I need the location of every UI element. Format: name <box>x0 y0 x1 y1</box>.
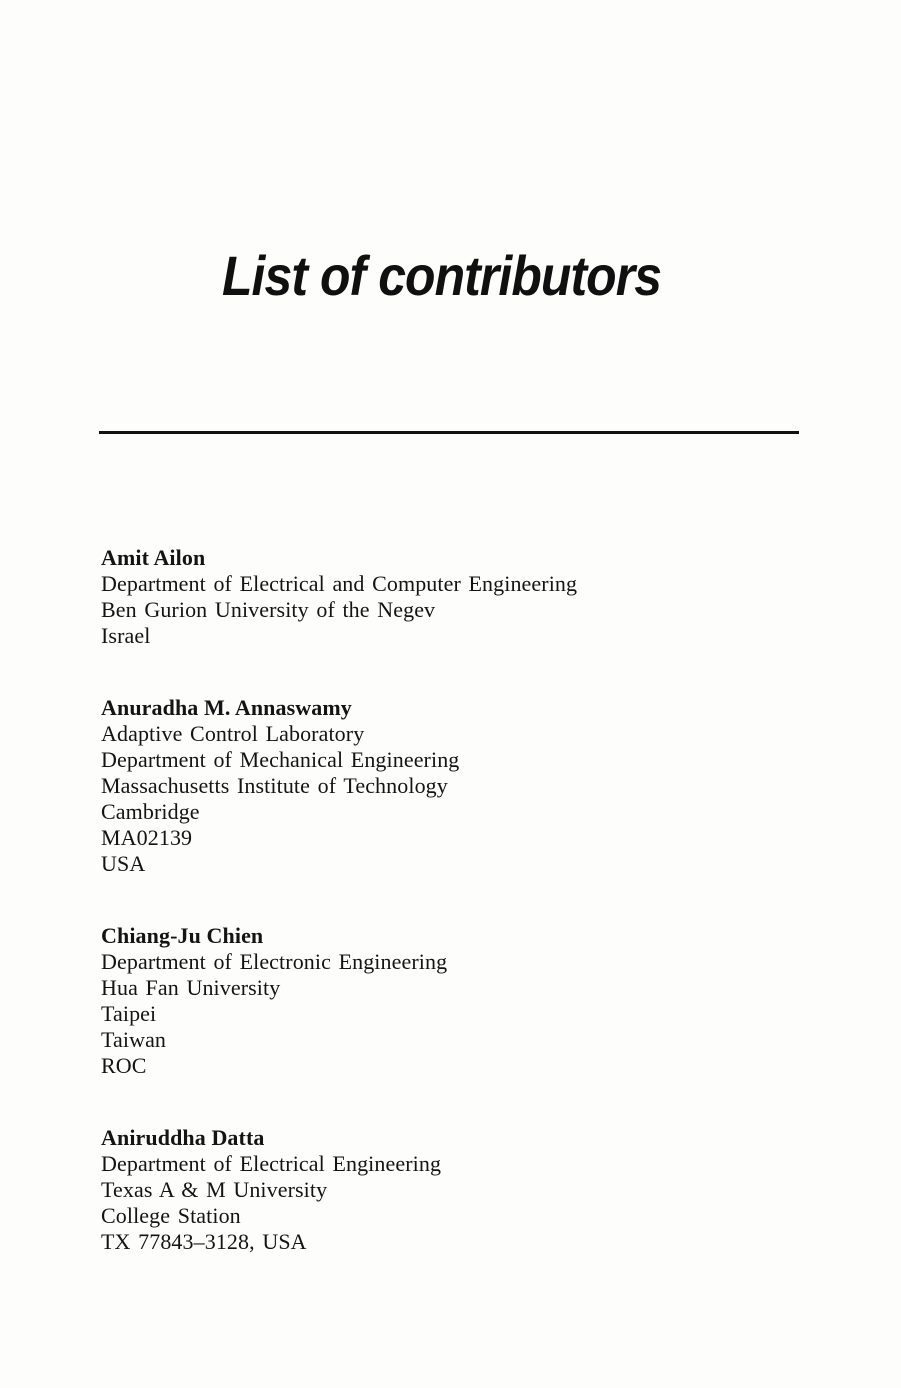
address-line: Israel <box>101 623 151 648</box>
contributor-name: Chiang-Ju Chien <box>101 923 264 948</box>
contributors-list <box>101 545 661 1301</box>
address-line: Department of Electrical and Computer Engineering <box>101 571 578 596</box>
address-line: TX 77843–3128, USA <box>101 1229 307 1254</box>
page-title: List of contributors <box>222 244 662 307</box>
contributor-entry <box>101 923 661 1079</box>
address-line: Cambridge <box>101 799 200 824</box>
contributor-entry <box>101 545 661 649</box>
contributor-entry <box>101 1125 661 1255</box>
contributor-entry <box>101 695 661 877</box>
horizontal-rule <box>99 431 799 434</box>
address-line: College Station <box>101 1203 241 1228</box>
address-line: Taipei <box>101 1001 157 1026</box>
address-line: Ben Gurion University of the Negev <box>101 597 436 622</box>
address-line: Texas A & M University <box>101 1177 328 1202</box>
address-line: Department of Mechanical Engineering <box>101 747 460 772</box>
address-line: Department of Electronic Engineering <box>101 949 448 974</box>
address-line: Massachusetts Institute of Technology <box>101 773 448 798</box>
address-line: Department of Electrical Engineering <box>101 1151 442 1176</box>
address-line: MA02139 <box>101 825 193 850</box>
contributor-name: Anuradha M. Annaswamy <box>101 695 352 720</box>
address-line: Hua Fan University <box>101 975 281 1000</box>
address-line: Taiwan <box>101 1027 167 1052</box>
address-line: USA <box>101 851 146 876</box>
address-line: Adaptive Control Laboratory <box>101 721 365 746</box>
contributor-name: Aniruddha Datta <box>101 1125 265 1150</box>
address-line: ROC <box>101 1053 147 1078</box>
contributor-name: Amit Ailon <box>101 545 206 570</box>
